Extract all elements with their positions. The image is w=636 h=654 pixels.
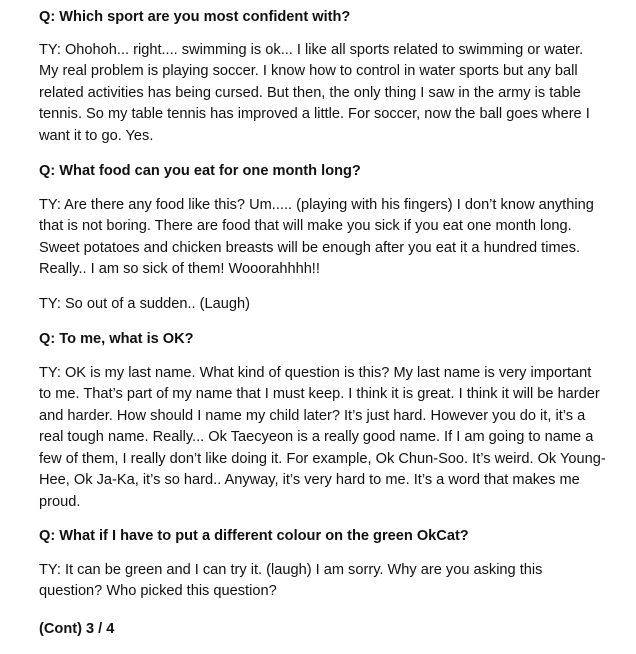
answer-sport: TY: Ohohoh... right.... swimming is ok... I like all sports related to swimming or water. My real problem is playing soccer. I know how to control in water sports but any ball related activities has being cursed. But then, the only thing I saw in the army is table tennis. So my table tennis has improved a little. For soccer, now the ball goes where I want it to go. Yes. — [39, 42, 590, 144]
question-ok: Q: To me, what is OK? — [39, 331, 194, 348]
answer-food: TY: Are there any food like this? Um..... (playing with his fingers) I don’t know anything that is not boring. There are food that will make you sick if you eat one month long. Sweet potatoes and chicken breasts will be enough after you eat it a hundred times. Really.. I am so sick of them! Wooorahhhh!! — [39, 197, 594, 278]
question-okcat: Q: What if I have to put a different colour on the green OkCat? — [39, 527, 469, 544]
page-counter: (Cont) 3 / 4 — [39, 620, 115, 637]
question-sport: Q: Which sport are you most confident with? — [39, 9, 351, 25]
answer-food-laugh: TY: So out of a sudden.. (Laugh) — [39, 295, 250, 312]
answer-okcat: TY: It can be green and I can try it. (laugh) I am sorry. Why are you asking this question? Who picked this question? — [39, 561, 543, 600]
answer-ok: TY: OK is my last name. What kind of question is this? My last name is very important to me. That’s part of my name that I must keep. I think it is great. I think it will be harder and harder. How should I name my child later? It’s just hard. However you do it, it’s a real tough name. Really... Ok Taecyeon is a really good name. If I am going to name a few of them, I really don’t like doing it. For example, Ok Chun-Soo. It’s weird. Ok Young-Hee, Ok Ja-Ka, it’s so hard.. Anyway, it’s very hard to me. It’s a word that makes me proud. — [39, 365, 606, 510]
question-food: Q: What food can you eat for one month long? — [39, 163, 361, 180]
